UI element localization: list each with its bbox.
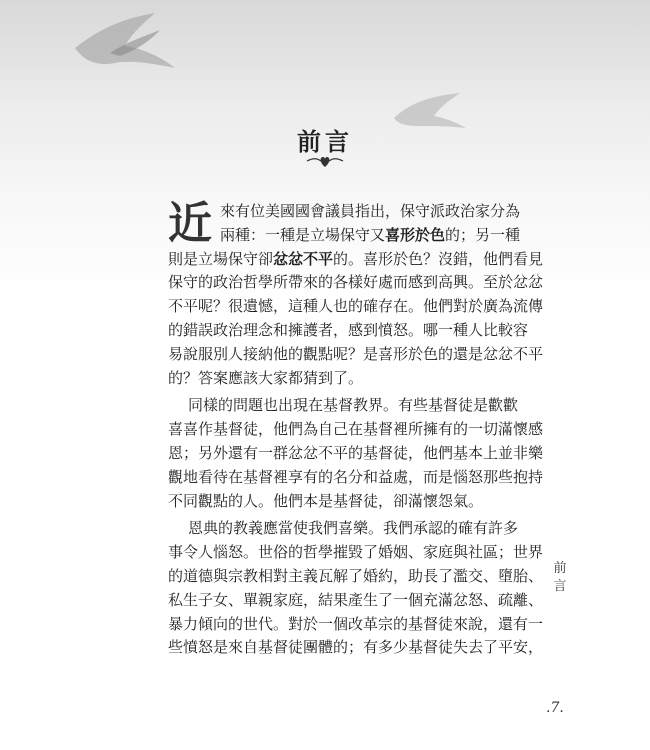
side-label-char: 前 (553, 561, 567, 576)
text-line (168, 466, 544, 490)
text-segment: 些憤怒是來自基督徒團體的；有多少基督徒失去了平安， (168, 638, 544, 657)
text-line (220, 200, 520, 224)
text-line (168, 636, 544, 660)
text-segment: 觀地看待在基督裡享有的名分和益處，而是惱怒那些抱持 (168, 467, 544, 486)
text-segment: 喜喜作基督徒，他們為自己在基督裡所擁有的一切滿懷感 (168, 420, 544, 439)
text-segment: 不同觀點的人。他們本是基督徒，卻滿懷怨氣。 (168, 491, 484, 510)
text-line (168, 319, 529, 343)
paragraphs (168, 198, 544, 660)
text-segment: 來有位美國國會議員指出，保守派政治家分為 (220, 202, 521, 220)
text-line (168, 613, 544, 637)
side-label-char: 言 (553, 579, 567, 594)
text-line (168, 271, 544, 295)
text-segment: 私生子女、單親家庭，結果產生了一個充滿忿怒、疏離、 (168, 590, 544, 609)
text-segment: 不平呢？很遺憾，這種人也的確存在。他們對於廣為流傳 (168, 297, 544, 316)
text-line (168, 248, 544, 272)
dropcap-row (168, 198, 521, 249)
text-line (168, 418, 544, 442)
heart-ornament-icon (305, 152, 345, 170)
text-line (168, 442, 544, 466)
emphasized-text: 喜形於色 (385, 225, 446, 244)
flying-bird-illustration (70, 8, 180, 83)
text-segment: 恩典的教義應當使我們喜樂。我們承認的確有許多 (188, 519, 519, 538)
dropcap-lines (220, 200, 520, 248)
paragraph (168, 517, 544, 660)
text-segment: 同樣的問題也出現在基督教界。有些基督徒是歡歡 (188, 396, 519, 415)
text-segment: 事令人惱怒。世俗的哲學摧毀了婚姻、家庭與社區；世界 (168, 543, 544, 562)
text-segment: 的？答案應該大家都猜到了。 (168, 368, 364, 387)
paragraph (168, 198, 544, 390)
text-segment: 的道德與宗教相對主義瓦解了婚約，助長了濫交、墮胎、 (168, 566, 544, 585)
chapter-title: 前言 (297, 127, 353, 156)
emphasized-text: 忿忿不平 (273, 249, 334, 268)
text-segment: 的；另一種 (445, 225, 521, 244)
text-line (168, 541, 544, 565)
text-line (168, 517, 519, 541)
drop-cap: 近 (168, 198, 212, 249)
paragraph (168, 394, 544, 513)
text-line (168, 367, 510, 391)
page-number: .7. (546, 700, 564, 716)
text-segment: 兩種：一種是立場保守又 (220, 225, 386, 244)
text-segment: 恩；另外還有一群忿忿不平的基督徒，他們基本上並非樂 (168, 443, 544, 462)
text-line (168, 589, 544, 613)
text-line (168, 490, 510, 514)
text-segment: 的錯誤政治理念和擁護者，感到憤怒。哪一種人比較容 (168, 320, 529, 339)
text-segment: 則是立場保守卻 (168, 249, 274, 268)
body-text (168, 198, 544, 660)
running-header-side-label (552, 560, 568, 596)
text-segment: 易說服別人接納他的觀點呢？是喜形於色的還是忿忿不平 (168, 344, 544, 363)
text-line (168, 565, 544, 589)
text-line (168, 295, 544, 319)
text-segment: 保守的政治哲學所帶來的各樣好處而感到高興。至於忿忿 (168, 273, 544, 292)
text-line (220, 224, 520, 248)
text-segment: 的。喜形於色？沒錯，他們看見 (333, 249, 544, 268)
text-line (168, 394, 519, 418)
text-line (168, 343, 544, 367)
text-segment: 暴力傾向的世代。對於一個改革宗的基督徒來說，還有一 (168, 614, 544, 633)
